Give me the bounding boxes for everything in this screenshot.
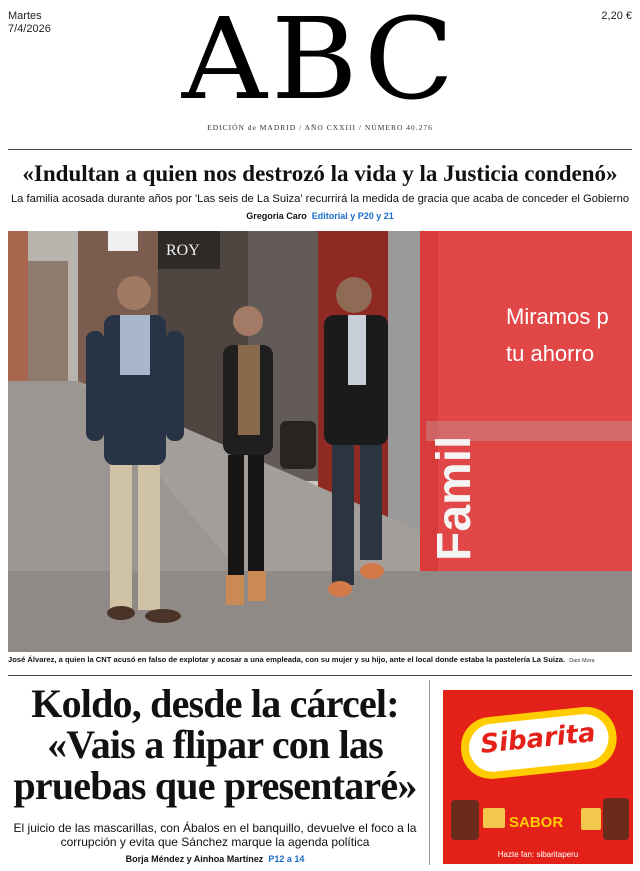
second-refs-link[interactable]: P12 a 14 xyxy=(268,854,305,864)
ad-footer: Hazte fan: sibaritaperu xyxy=(497,850,579,859)
second-byline xyxy=(8,854,422,864)
photo-sign-text: ROY xyxy=(166,242,200,259)
photo-caption xyxy=(8,655,634,666)
second-authors: Borja Méndez y Ainhoa Martínez xyxy=(125,854,264,864)
storefront-text-line-2: tu ahorro xyxy=(506,341,595,366)
second-headline-line-3: pruebas que presentaré» xyxy=(13,763,417,808)
date-text: 7/4/2026 xyxy=(8,23,51,35)
second-subhead: El juicio de las mascarillas, con Ábalos en el banquillo, devuelve el foco a la corrupción y evita que Sánchez marque la agenda política xyxy=(13,821,417,849)
ad-flavor-label: SABOR xyxy=(509,814,564,831)
lead-subhead: La familia acosada durante años por 'Las seis de La Suiza' recurrirá la medida de gracia que acaba de conceder el Gobierno xyxy=(10,193,630,205)
storefront-vertical-text: Famil xyxy=(428,435,481,561)
second-headline-line-1: Koldo, desde la cárcel: xyxy=(31,681,399,726)
second-headline-line-2: «Vais a flipar con las xyxy=(47,722,383,767)
caption-text: José Álvarez, a quien la CNT acusó en falso de explotar y acosar a una empleada, con su mujer y su hijo, ante el local donde estaba la pastelería La Suiza. xyxy=(8,655,566,664)
photo-credit: Dani Mora xyxy=(569,658,595,664)
lead-refs-link[interactable]: Editorial y P20 y 21 xyxy=(311,211,394,221)
date-day: Martes xyxy=(8,10,42,22)
edition-line: EDICIÓN de MADRID / AÑO CXXIII / NÚMERO 40.276 xyxy=(207,123,433,132)
lead-byline xyxy=(0,211,640,221)
mid-divider xyxy=(8,675,632,676)
second-headline[interactable] xyxy=(8,683,422,806)
lead-headline[interactable]: «Indultan a quien nos destrozó la vida y la Justicia condenó» xyxy=(22,161,618,186)
lead-author: Gregoria Caro xyxy=(246,211,307,221)
storefront-text-line-1: Miramos p xyxy=(506,304,609,329)
lead-photo xyxy=(8,231,632,652)
sibarita-advertisement[interactable] xyxy=(443,690,633,864)
masthead-logo: ABC xyxy=(181,0,459,125)
price: 2,20 € xyxy=(601,10,632,22)
top-divider xyxy=(8,149,632,150)
column-divider xyxy=(429,680,430,865)
ad-brand-logo: Sibarita xyxy=(478,718,598,760)
